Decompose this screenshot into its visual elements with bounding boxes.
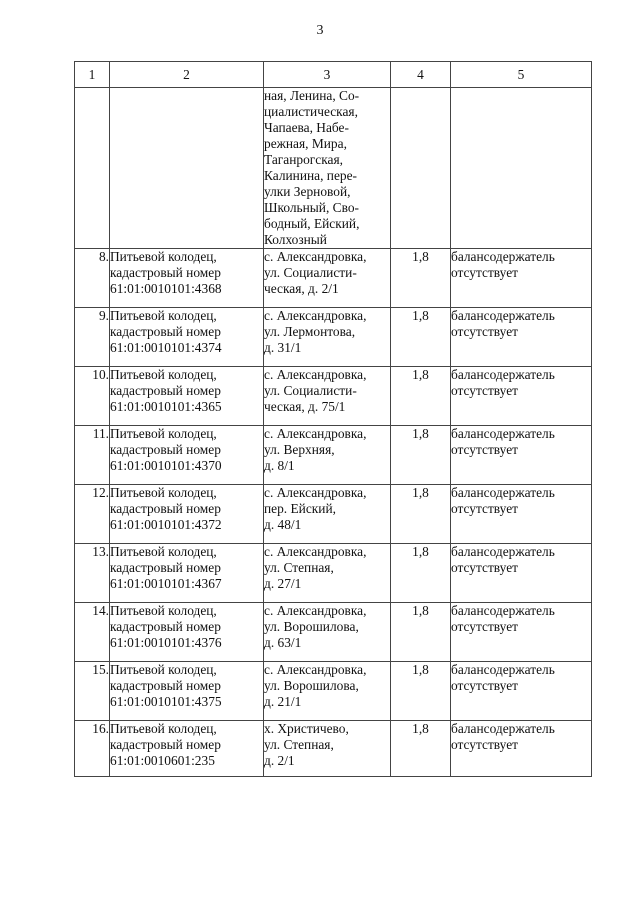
object-name-line: Питьевой колодец, xyxy=(110,603,217,618)
balance-holder-cell xyxy=(451,367,592,426)
row-number: 14. xyxy=(75,603,110,662)
empty-cell xyxy=(75,88,110,249)
object-name-line: кадастровый номер xyxy=(110,265,221,280)
address-line: ул. Лермонтова, xyxy=(264,324,356,339)
address-line: ул. Ворошилова, xyxy=(264,619,359,634)
balance-holder-line: отсутствует xyxy=(451,442,518,457)
object-name-line: кадастровый номер xyxy=(110,383,221,398)
row-number: 13. xyxy=(75,544,110,603)
depth-value: 1,8 xyxy=(391,426,451,485)
object-name-line: 61:01:0010101:4375 xyxy=(110,694,222,709)
address-line: ул. Ворошилова, xyxy=(264,678,359,693)
object-name-cell xyxy=(110,603,264,662)
balance-holder-line: отсутствует xyxy=(451,737,518,752)
balance-holder-cell xyxy=(451,721,592,777)
balance-holder-cell xyxy=(451,249,592,308)
row-number: 10. xyxy=(75,367,110,426)
address-line: ул. Верхняя, xyxy=(264,442,335,457)
object-name-cell xyxy=(110,544,264,603)
object-name-line: 61:01:0010101:4372 xyxy=(110,517,222,532)
object-name-cell xyxy=(110,662,264,721)
object-name-line: Питьевой колодец, xyxy=(110,485,217,500)
column-header: 3 xyxy=(264,62,391,88)
row-number: 9. xyxy=(75,308,110,367)
row-number: 11. xyxy=(75,426,110,485)
address-line: с. Александровка, xyxy=(264,367,367,382)
balance-holder-line: отсутствует xyxy=(451,383,518,398)
balance-holder-line: балансодержатель xyxy=(451,426,555,441)
address-cell xyxy=(264,721,391,777)
address-line: улки Зерновой, xyxy=(264,184,351,199)
table-row xyxy=(75,308,592,367)
depth-value: 1,8 xyxy=(391,544,451,603)
object-name-line: кадастровый номер xyxy=(110,501,221,516)
balance-holder-line: балансодержатель xyxy=(451,249,555,264)
table-row xyxy=(75,485,592,544)
address-line: Таганрогская, xyxy=(264,152,343,167)
address-cell xyxy=(264,485,391,544)
object-name-cell xyxy=(110,308,264,367)
object-name-cell xyxy=(110,721,264,777)
depth-value: 1,8 xyxy=(391,308,451,367)
table-row xyxy=(75,721,592,777)
continuation-row xyxy=(75,88,592,249)
address-cell xyxy=(264,367,391,426)
depth-value: 1,8 xyxy=(391,721,451,777)
address-line: ул. Степная, xyxy=(264,560,334,575)
balance-holder-cell xyxy=(451,308,592,367)
address-cell xyxy=(264,662,391,721)
address-line: с. Александровка, xyxy=(264,249,367,264)
object-name-line: 61:01:0010601:235 xyxy=(110,753,215,768)
balance-holder-line: балансодержатель xyxy=(451,544,555,559)
balance-holder-line: отсутствует xyxy=(451,560,518,575)
balance-holder-cell xyxy=(451,662,592,721)
depth-value: 1,8 xyxy=(391,249,451,308)
address-line: ческая, д. 75/1 xyxy=(264,399,346,414)
depth-value: 1,8 xyxy=(391,485,451,544)
balance-holder-cell xyxy=(451,544,592,603)
object-name-cell xyxy=(110,249,264,308)
table-row xyxy=(75,426,592,485)
address-cell xyxy=(264,426,391,485)
address-line: с. Александровка, xyxy=(264,485,367,500)
address-line: ул. Социалисти- xyxy=(264,383,357,398)
empty-cell xyxy=(451,88,592,249)
address-line: Колхозный xyxy=(264,232,327,247)
row-number: 16. xyxy=(75,721,110,777)
balance-holder-line: отсутствует xyxy=(451,324,518,339)
column-header: 4 xyxy=(391,62,451,88)
address-line: режная, Мира, xyxy=(264,136,347,151)
table-row xyxy=(75,249,592,308)
address-line: х. Христичево, xyxy=(264,721,349,736)
balance-holder-cell xyxy=(451,603,592,662)
address-line: д. 21/1 xyxy=(264,694,302,709)
empty-cell xyxy=(110,88,264,249)
address-line: ул. Степная, xyxy=(264,737,334,752)
address-line: циалистическая, xyxy=(264,104,358,119)
balance-holder-line: балансодержатель xyxy=(451,603,555,618)
row-number: 15. xyxy=(75,662,110,721)
column-header: 1 xyxy=(75,62,110,88)
table-body xyxy=(75,249,592,777)
table-row xyxy=(75,367,592,426)
address-line: с. Александровка, xyxy=(264,426,367,441)
address-line: с. Александровка, xyxy=(264,603,367,618)
balance-holder-line: балансодержатель xyxy=(451,308,555,323)
address-cell xyxy=(264,308,391,367)
table-row xyxy=(75,544,592,603)
table-header-row xyxy=(75,62,592,88)
address-line: пер. Ейский, xyxy=(264,501,336,516)
address-line: Чапаева, Набе- xyxy=(264,120,349,135)
address-line: д. 48/1 xyxy=(264,517,302,532)
object-name-line: Питьевой колодец, xyxy=(110,367,217,382)
object-name-line: Питьевой колодец, xyxy=(110,426,217,441)
balance-holder-line: отсутствует xyxy=(451,678,518,693)
object-name-line: кадастровый номер xyxy=(110,560,221,575)
object-name-line: кадастровый номер xyxy=(110,324,221,339)
address-line: бодный, Ейский, xyxy=(264,216,360,231)
depth-value: 1,8 xyxy=(391,662,451,721)
address-line: д. 31/1 xyxy=(264,340,302,355)
object-name-line: 61:01:0010101:4367 xyxy=(110,576,222,591)
object-name-line: 61:01:0010101:4376 xyxy=(110,635,222,650)
object-name-cell xyxy=(110,485,264,544)
column-header: 2 xyxy=(110,62,264,88)
balance-holder-line: балансодержатель xyxy=(451,367,555,382)
object-name-line: кадастровый номер xyxy=(110,737,221,752)
address-line: д. 27/1 xyxy=(264,576,302,591)
registry-table xyxy=(74,61,592,777)
balance-holder-line: отсутствует xyxy=(451,619,518,634)
balance-holder-line: отсутствует xyxy=(451,501,518,516)
object-name-cell xyxy=(110,426,264,485)
address-line: д. 2/1 xyxy=(264,753,295,768)
address-cell xyxy=(264,249,391,308)
object-name-line: Питьевой колодец, xyxy=(110,249,217,264)
address-line: Калинина, пере- xyxy=(264,168,358,183)
address-line: ная, Ленина, Со- xyxy=(264,88,360,103)
address-line: д. 8/1 xyxy=(264,458,295,473)
balance-holder-cell xyxy=(451,426,592,485)
address-line: д. 63/1 xyxy=(264,635,302,650)
object-name-line: 61:01:0010101:4370 xyxy=(110,458,222,473)
object-name-cell xyxy=(110,367,264,426)
depth-value: 1,8 xyxy=(391,603,451,662)
address-cell xyxy=(264,603,391,662)
object-name-line: Питьевой колодец, xyxy=(110,662,217,677)
row-number: 12. xyxy=(75,485,110,544)
object-name-line: кадастровый номер xyxy=(110,619,221,634)
balance-holder-line: балансодержатель xyxy=(451,662,555,677)
address-line: ул. Социалисти- xyxy=(264,265,357,280)
balance-holder-cell xyxy=(451,485,592,544)
object-name-line: кадастровый номер xyxy=(110,678,221,693)
depth-value: 1,8 xyxy=(391,367,451,426)
object-name-line: Питьевой колодец, xyxy=(110,721,217,736)
table-row xyxy=(75,662,592,721)
address-cell xyxy=(264,544,391,603)
address-continuation-cell xyxy=(264,88,391,249)
object-name-line: Питьевой колодец, xyxy=(110,544,217,559)
column-header: 5 xyxy=(451,62,592,88)
row-number: 8. xyxy=(75,249,110,308)
balance-holder-line: отсутствует xyxy=(451,265,518,280)
object-name-line: 61:01:0010101:4368 xyxy=(110,281,222,296)
page-number: 3 xyxy=(316,23,324,38)
address-line: с. Александровка, xyxy=(264,544,367,559)
object-name-line: кадастровый номер xyxy=(110,442,221,457)
address-line: с. Александровка, xyxy=(264,662,367,677)
address-line: Школьный, Сво- xyxy=(264,200,359,215)
object-name-line: Питьевой колодец, xyxy=(110,308,217,323)
balance-holder-line: балансодержатель xyxy=(451,721,555,736)
address-line: с. Александровка, xyxy=(264,308,367,323)
object-name-line: 61:01:0010101:4365 xyxy=(110,399,222,414)
balance-holder-line: балансодержатель xyxy=(451,485,555,500)
object-name-line: 61:01:0010101:4374 xyxy=(110,340,222,355)
address-line: ческая, д. 2/1 xyxy=(264,281,339,296)
table-row xyxy=(75,603,592,662)
empty-cell xyxy=(391,88,451,249)
